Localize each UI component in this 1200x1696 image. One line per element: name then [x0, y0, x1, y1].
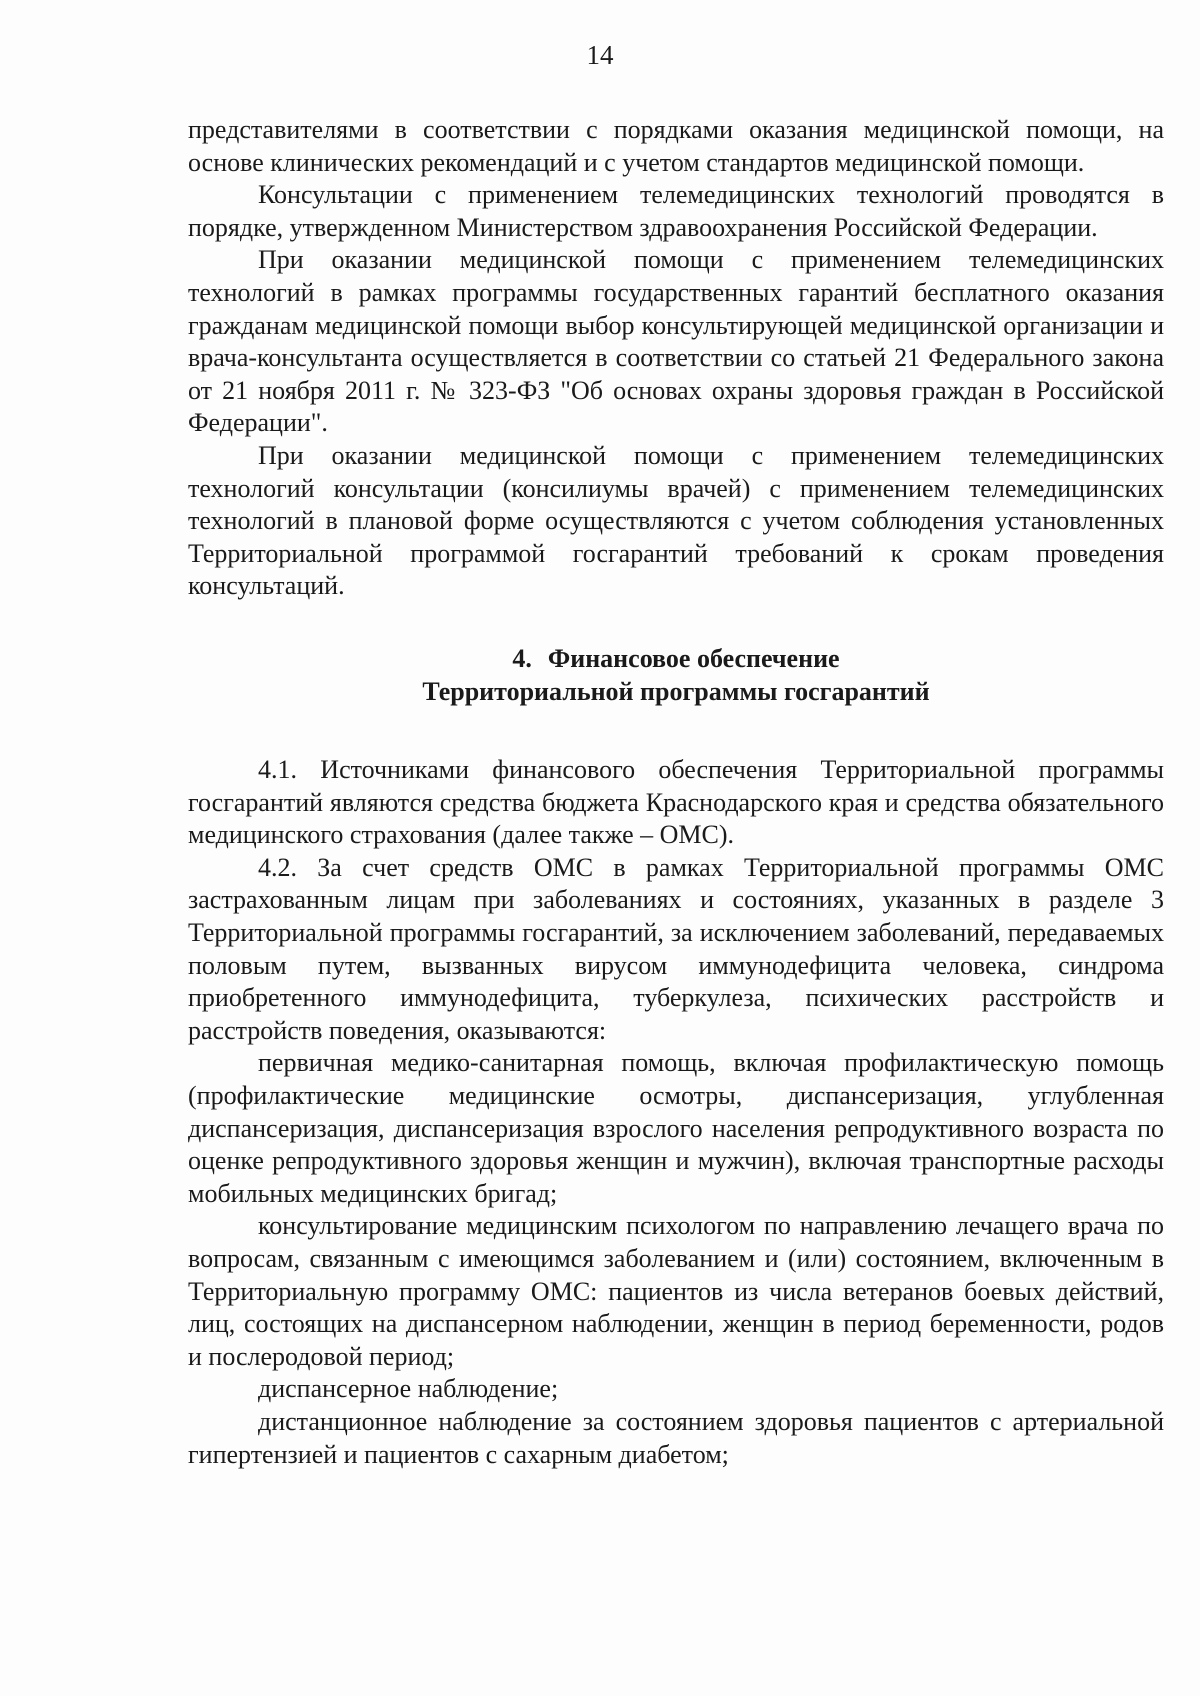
paragraph: первичная медико-санитарная помощь, включая профилактическую помощь (профилактические медицинские осмотры, диспансеризация, углубленная диспансеризация, диспансеризация взрослого населения репродуктивного возраста по оценке репродуктивного здоровья женщин и мужчин), включая транспортные расходы мобильных медицинских бригад;	[188, 1048, 1164, 1208]
paragraph: При оказании медицинской помощи с применением телемедицинских технологий консультации (консилиумы врачей) с применением телемедицинских технологий в плановой форме осуществляются с учетом соблюдения установленных Территориальной программой госгарантий требований к срокам проведения консультаций.	[188, 440, 1164, 601]
paragraph: При оказании медицинской помощи с применением телемедицинских технологий в рамках программы государственных гарантий бесплатного оказания гражданам медицинской помощи выбор консультирующей медицинской организации и врача-консультанта осуществляется в соответствии со статьей 21 Федерального закона от 21 ноября 2011 г. № 323-ФЗ "Об основах охраны здоровья граждан в Российской Федерации".	[188, 245, 1164, 438]
paragraph: представителями в соответствии с порядками оказания медицинской помощи, на основе клинических рекомендаций и с учетом стандартов медицинской помощи.	[188, 115, 1164, 177]
paragraph: 4.2. За счет средств ОМС в рамках Территориальной программы ОМС застрахованным лицам при заболеваниях и состояниях, указанных в разделе 3 Территориальной программы госгарантий, за исключением заболеваний, передаваемых половым путем, вызванных вирусом иммунодефицита человека, синдрома приобретенного иммунодефицита, туберкулеза, психических расстройств и расстройств поведения, оказываются:	[188, 852, 1164, 1045]
paragraph: 4.1. Источниками финансового обеспечения Территориальной программы госгарантий являются средства бюджета Краснодарского края и средства обязательного медицинского страхования (далее также – ОМС).	[188, 755, 1164, 850]
paragraph: диспансерное наблюдение;	[258, 1374, 559, 1404]
section-number: 4.	[512, 643, 532, 673]
section-heading-line-1	[188, 643, 1164, 676]
section-title-line-1: Финансовое обеспечение	[547, 643, 840, 673]
section-title-line-2: Территориальной программы госгарантий	[422, 676, 930, 706]
page-number: 14	[586, 40, 614, 70]
document-body	[188, 114, 1164, 1471]
paragraph: консультирование медицинским психологом по направлению лечащего врача по вопросам, связанным с имеющимся заболеванием и (или) состоянием, включенным в Территориальную программу ОМС: пациентов из числа ветеранов боевых действий, лиц, состоящих на диспансерном наблюдении, женщин в период беременности, родов и послеродовой период;	[188, 1211, 1164, 1371]
paragraph: Консультации с применением телемедицинских технологий проводятся в порядке, утвержденном Министерством здравоохранения Российской Федерации.	[188, 180, 1164, 242]
paragraph: дистанционное наблюдение за состоянием здоровья пациентов с артериальной гипертензией и пациентов с сахарным диабетом;	[188, 1406, 1164, 1469]
section-heading	[188, 643, 1164, 708]
